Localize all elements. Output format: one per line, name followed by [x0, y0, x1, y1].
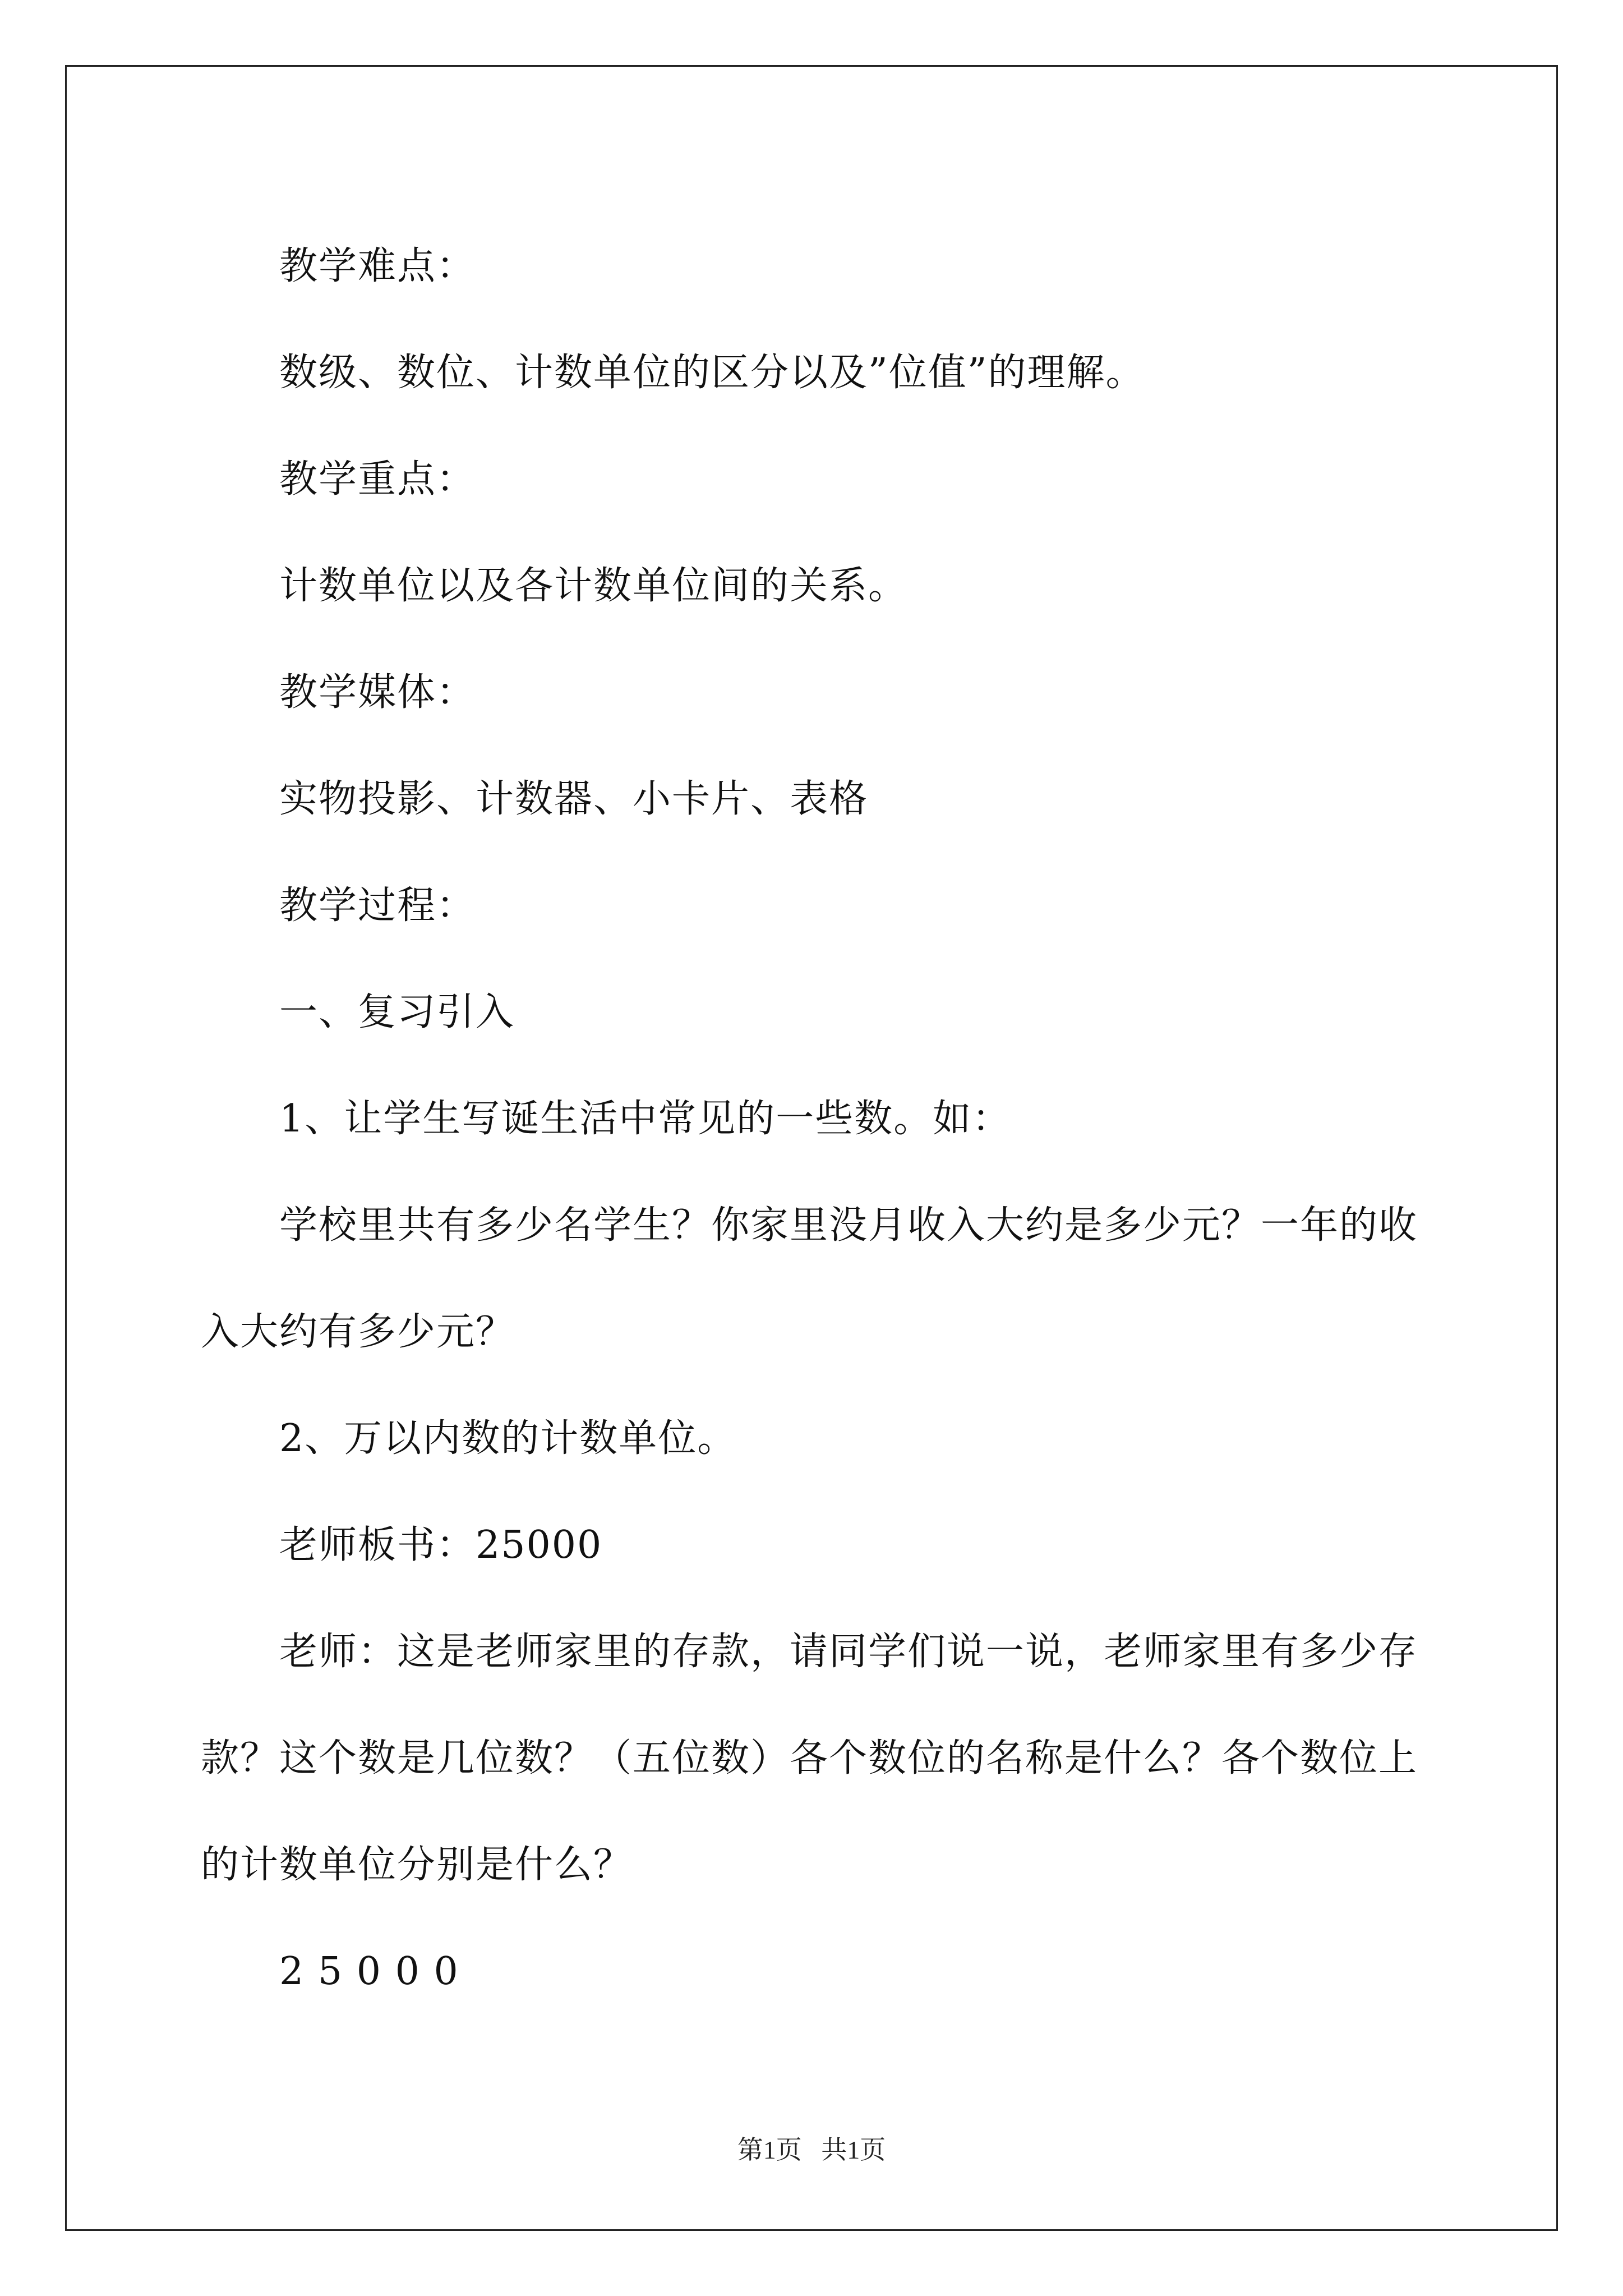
list-item-1: 1、让学生写诞生活中常见的一些数。如： — [279, 1097, 1012, 1141]
paragraph-questions: 学校里共有多少名学生？你家里没月收入大约是多少元？一年的收入大约有多少元？ — [201, 1203, 1418, 1354]
heading-teaching-focus: 教学重点： — [279, 457, 476, 501]
heading-teaching-difficulty: 教学难点： — [279, 244, 476, 288]
paragraph-difficulty-detail: 数级、数位、计数单位的区分以及”位值”的理解。 — [279, 351, 1145, 395]
paragraph-media-detail: 实物投影、计数器、小卡片、表格 — [279, 777, 869, 821]
section-review-intro: 一、复习引入 — [279, 990, 515, 1034]
paragraph-number-digits: 2 5 0 0 0 — [279, 1949, 459, 1994]
page-footer: 第1页 共1页 — [737, 2136, 886, 2164]
document-body — [201, 213, 1435, 2025]
heading-teaching-process: 教学过程： — [279, 884, 476, 928]
list-item-2: 2、万以内数的计数单位。 — [279, 1416, 737, 1461]
paragraph-teacher-dialogue: 老师：这是老师家里的存款，请同学们说一说，老师家里有多少存款？这个数是几位数？（五位数）各个数位的名称是什么？各个数位上的计数单位分别是什么？ — [201, 1630, 1418, 1887]
heading-teaching-media: 教学媒体： — [279, 670, 476, 715]
paragraph-focus-detail: 计数单位以及各计数单位间的关系。 — [279, 564, 908, 608]
paragraph-blackboard: 老师板书：25000 — [279, 1523, 603, 1567]
